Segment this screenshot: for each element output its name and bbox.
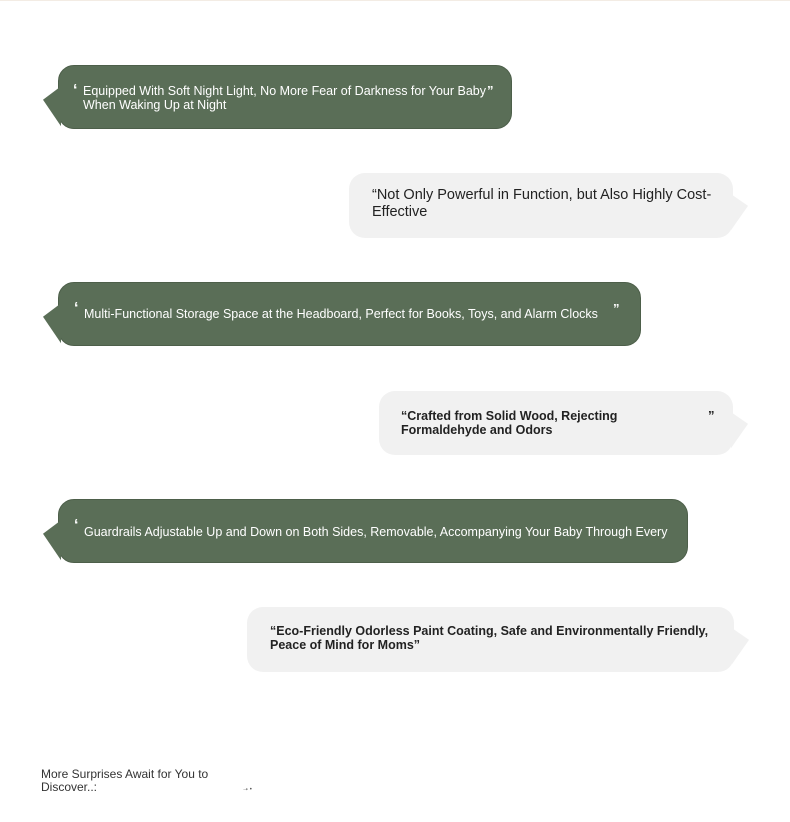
bubble-tail	[43, 80, 61, 127]
feature-bubble-night-light	[58, 65, 512, 129]
open-quote-mark: ‘	[73, 82, 78, 99]
bubble-tail	[732, 622, 749, 664]
close-quote-mark: ”	[487, 83, 494, 98]
bubble-text: Guardrails Adjustable Up and Down on Both Sides, Removable, Accompanying Your Baby Through Every	[84, 525, 668, 539]
close-quote-mark: ”	[613, 301, 620, 316]
open-quote-mark: ‘	[74, 517, 79, 534]
feature-bubble-cost-effective	[349, 173, 733, 238]
top-divider	[0, 0, 790, 1]
bubble-text: Equipped With Soft Night Light, No More Fear of Darkness for Your Baby When Waking Up at Night	[83, 84, 486, 113]
arrow-icon: ➝ •	[243, 787, 252, 793]
bubble-text: “Crafted from Solid Wood, Rejecting Formaldehyde and Odors	[401, 409, 618, 438]
close-quote-mark: ”	[708, 408, 715, 423]
bubble-text: “Not Only Powerful in Function, but Also Highly Cost-Effective	[372, 187, 712, 220]
bubble-tail	[731, 406, 748, 448]
footer-discover-text: More Surprises Await for You to Discover..:	[41, 767, 209, 794]
feature-bubble-solid-wood	[379, 391, 733, 455]
bubble-tail	[731, 188, 748, 230]
feature-bubble-eco-paint	[247, 607, 734, 672]
bubble-tail	[43, 514, 61, 561]
open-quote-mark: ‘	[74, 300, 79, 317]
bubble-text: “Eco-Friendly Odorless Paint Coating, Safe and Environmentally Friendly, Peace of Mind for Moms”	[270, 624, 709, 653]
feature-bubble-storage	[58, 282, 641, 346]
bubble-tail	[43, 297, 61, 344]
feature-bubble-guardrails	[58, 499, 688, 563]
bubble-text: Multi-Functional Storage Space at the Headboard, Perfect for Books, Toys, and Alarm Clocks	[84, 307, 598, 321]
